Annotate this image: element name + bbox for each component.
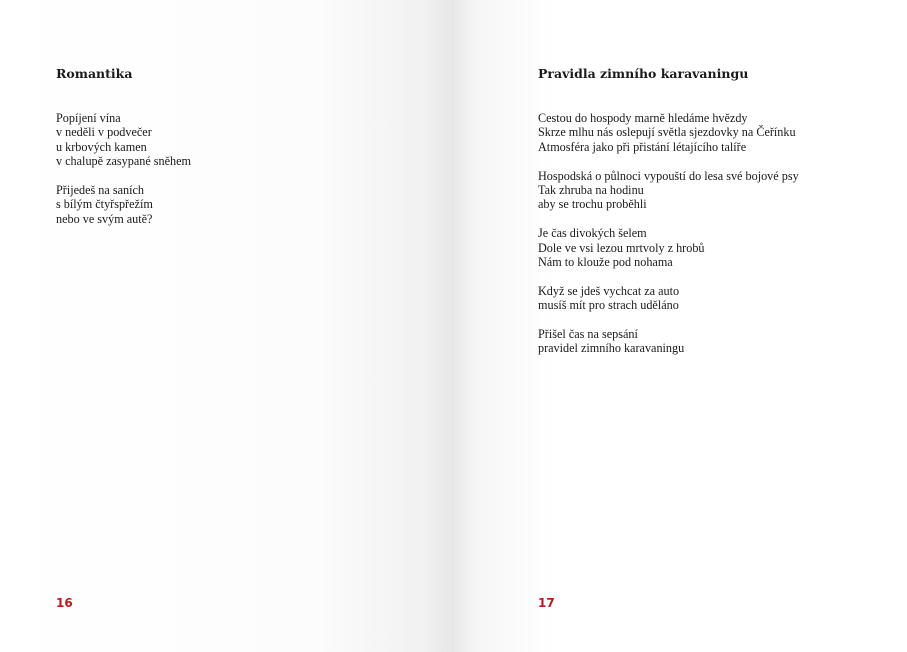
poem-line: Přišel čas na sepsání bbox=[538, 327, 638, 342]
poem-line: v neděli v podvečer bbox=[56, 125, 152, 140]
poem-line: Skrze mlhu nás oslepují světla sjezdovky na Čeřínku bbox=[538, 125, 796, 140]
poem-line: Je čas divokých šelem bbox=[538, 226, 647, 241]
poem-line: Atmosféra jako při přistání létajícího talíře bbox=[538, 139, 747, 154]
poem-line: Popíjení vína bbox=[56, 111, 121, 125]
page-number: 17 bbox=[538, 596, 555, 610]
stanza bbox=[56, 111, 191, 169]
poem-line: u krbových kamen bbox=[56, 139, 147, 154]
poem-body bbox=[56, 111, 191, 241]
stanza bbox=[538, 327, 799, 356]
poem-body bbox=[538, 111, 799, 370]
stanza bbox=[538, 111, 799, 154]
poem-line: Tak zhruba na hodinu bbox=[538, 183, 644, 198]
poem-line: Cestou do hospody marně hledáme hvězdy bbox=[538, 111, 748, 125]
poem-line: Hospodská o půlnoci vypouští do lesa své bojové psy bbox=[538, 168, 799, 183]
poem-line: Nám to klouže pod nohama bbox=[538, 255, 673, 270]
poem-title: Pravidla zimního karavaningu bbox=[538, 66, 749, 81]
stanza bbox=[538, 226, 799, 269]
poem-line: aby se trochu proběhli bbox=[538, 197, 647, 212]
stanza bbox=[538, 284, 799, 313]
stanza bbox=[538, 169, 799, 212]
poem-line: musíš mít pro strach uděláno bbox=[538, 298, 679, 313]
right-page bbox=[454, 0, 907, 652]
poem-line: Přijedeš na saních bbox=[56, 183, 144, 198]
poem-line: Když se jdeš vychcat za auto bbox=[538, 283, 680, 298]
poem-title: Romantika bbox=[56, 66, 133, 81]
poem-line: s bílým čtyřspřežím bbox=[56, 197, 153, 212]
poem-line: Dole ve vsi lezou mrtvoly z hrobů bbox=[538, 240, 705, 255]
stanza bbox=[56, 183, 191, 226]
poem-line: pravidel zimního karavaningu bbox=[538, 341, 685, 356]
poem-line: nebo ve svým autě? bbox=[56, 211, 153, 226]
page-number: 16 bbox=[56, 596, 73, 610]
poem-line: v chalupě zasypané sněhem bbox=[56, 154, 192, 169]
